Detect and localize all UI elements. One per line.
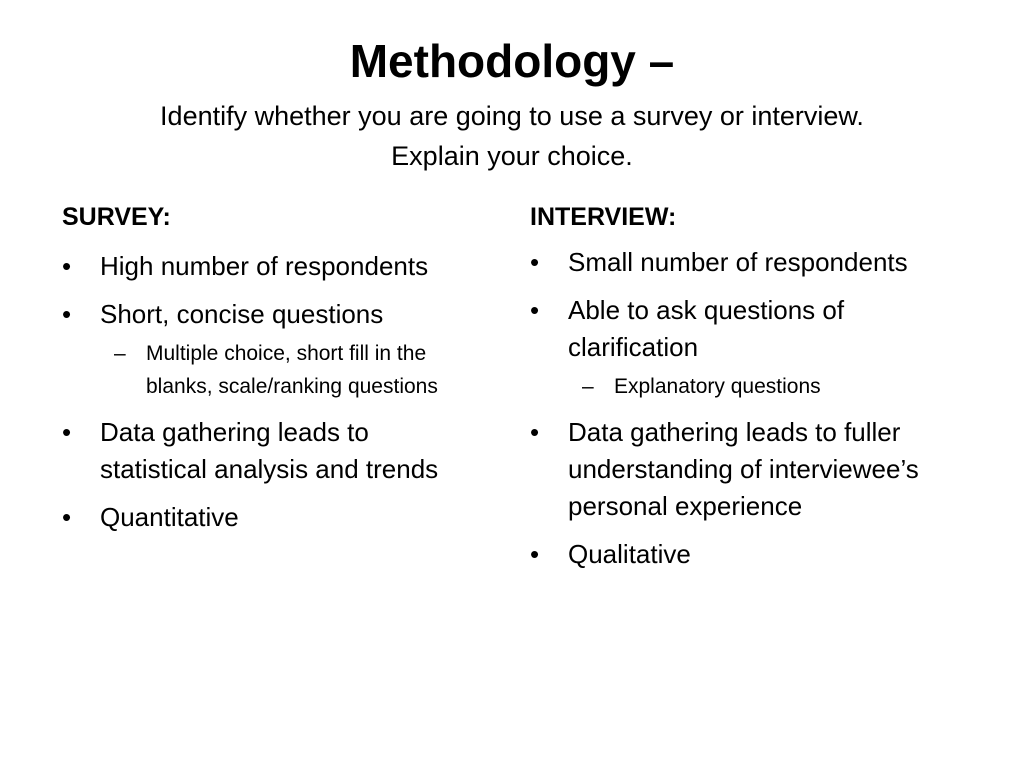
bullet-text: Able to ask questions of clarification <box>568 295 845 362</box>
bullet-marker: • <box>62 502 72 532</box>
subtitle-line-2: Explain your choice. <box>391 141 633 171</box>
bullet-text: Data gathering leads to statistical analysis and trends <box>100 417 439 484</box>
interview-bullet-1 <box>530 244 970 281</box>
survey-bullet-2 <box>62 296 482 403</box>
slide-subtitle <box>0 96 1024 176</box>
slide-title-block <box>0 30 1024 176</box>
interview-heading: INTERVIEW: <box>530 203 677 231</box>
bullet-marker: • <box>62 299 72 329</box>
bullet-marker: • <box>530 295 540 325</box>
bullet-marker: • <box>62 251 72 281</box>
interview-sub-list <box>568 370 970 403</box>
dash-marker: – <box>582 375 594 398</box>
survey-sub-list <box>100 337 482 403</box>
bullet-text: Short, concise questions <box>100 299 384 329</box>
survey-sub-bullet-1 <box>100 337 482 403</box>
bullet-marker: • <box>530 539 540 569</box>
interview-sub-bullet-1 <box>568 370 970 403</box>
bullet-text: High number of respondents <box>100 251 429 281</box>
survey-bullet-3 <box>62 414 482 488</box>
slide-title: Methodology – <box>349 35 675 87</box>
subtitle-line-1: Identify whether you are going to use a survey or interview. <box>160 101 864 131</box>
bullet-text: Qualitative <box>568 539 691 569</box>
interview-bullet-list <box>530 244 970 573</box>
interview-column <box>530 200 970 584</box>
bullet-marker: • <box>530 247 540 277</box>
bullet-text: Data gathering leads to fuller understanding of interviewee’s personal experience <box>568 417 919 521</box>
bullet-marker: • <box>62 417 72 447</box>
sub-bullet-text: Multiple choice, short fill in the blanks, scale/ranking questions <box>146 342 438 398</box>
survey-column <box>62 200 482 547</box>
survey-bullet-4 <box>62 499 482 536</box>
sub-bullet-text: Explanatory questions <box>614 375 821 398</box>
survey-bullet-1 <box>62 248 482 285</box>
bullet-text: Quantitative <box>100 502 239 532</box>
survey-bullet-list <box>62 248 482 536</box>
survey-heading: SURVEY: <box>62 203 171 231</box>
interview-bullet-3 <box>530 414 970 525</box>
bullet-text: Small number of respondents <box>568 247 908 277</box>
dash-marker: – <box>114 342 126 365</box>
bullet-marker: • <box>530 417 540 447</box>
interview-bullet-2 <box>530 292 970 403</box>
interview-bullet-4 <box>530 536 970 573</box>
